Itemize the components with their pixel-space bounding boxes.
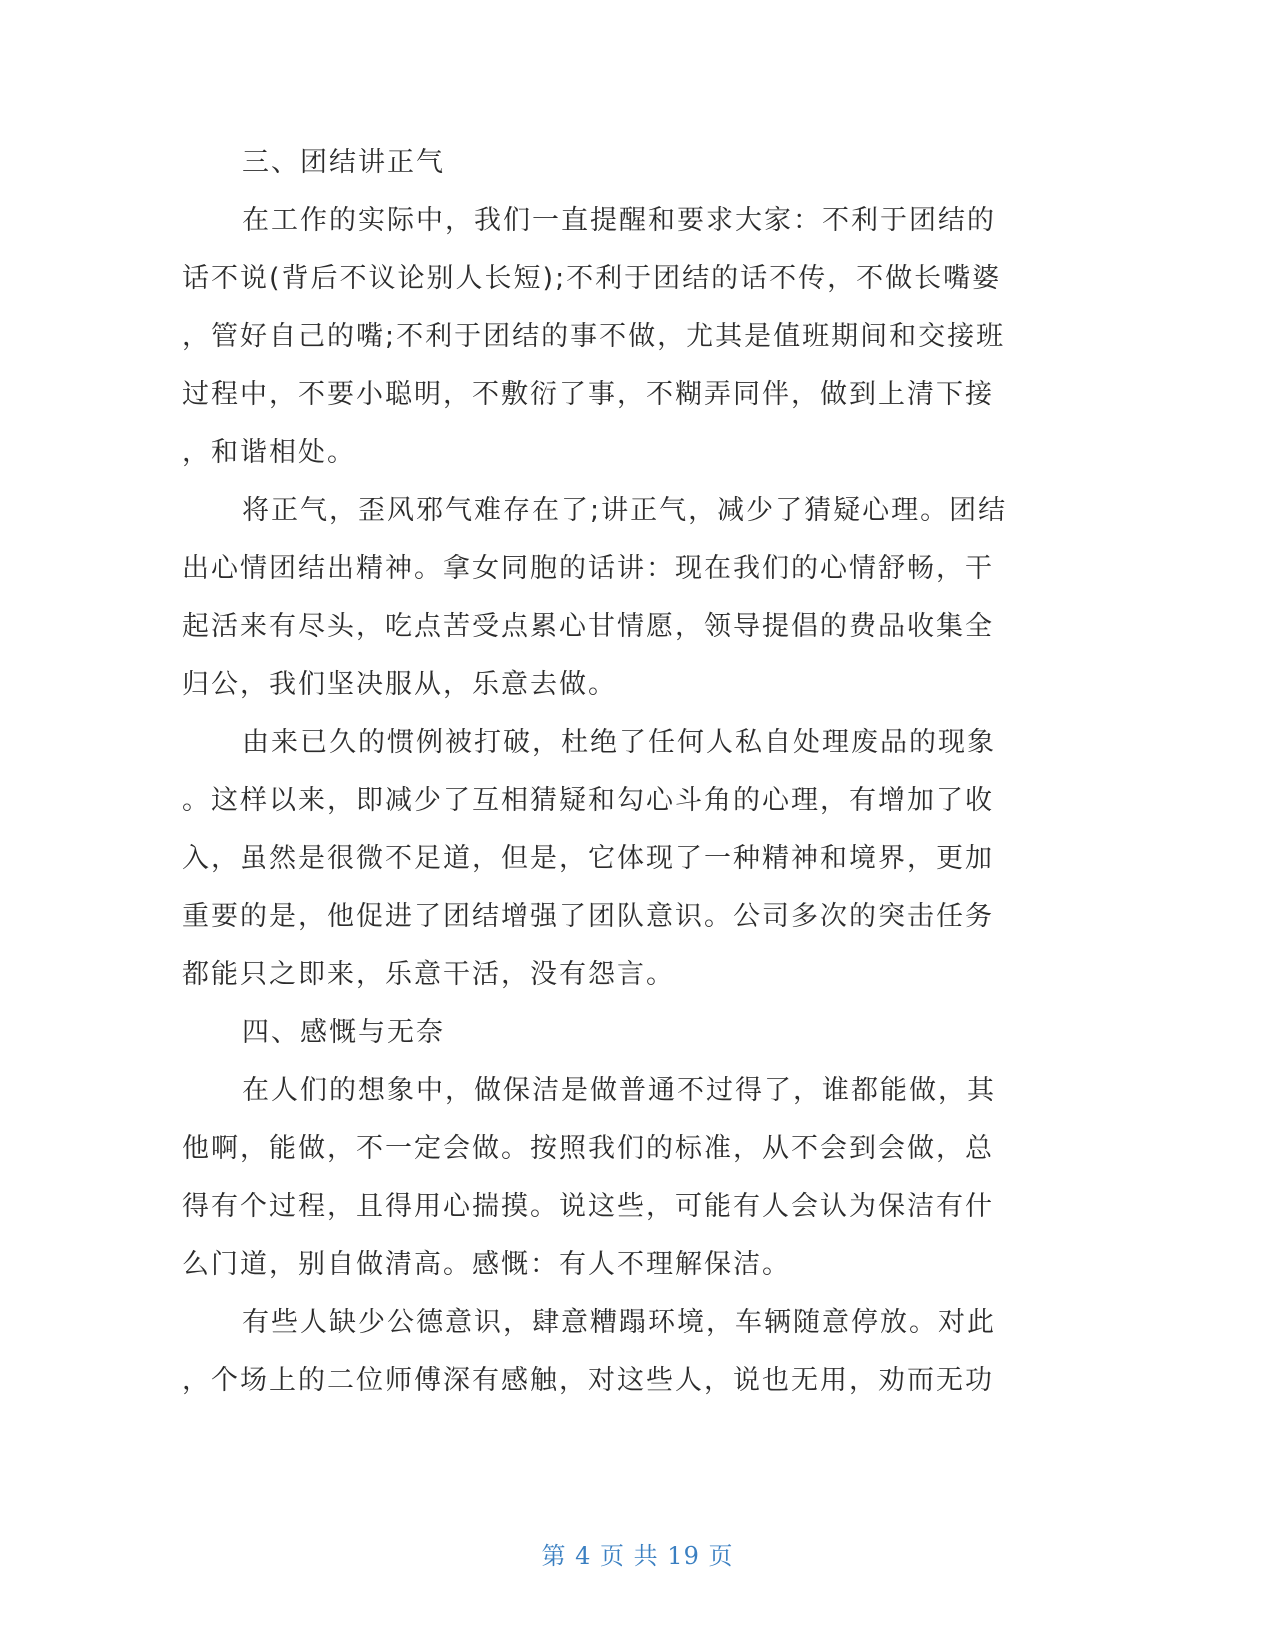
paragraph-line: 他啊，能做，不一定会做。按照我们的标准，从不会到会做，总	[182, 1133, 994, 1164]
paragraph-line: 将正气，歪风邪气难存在了;讲正气，减少了猜疑心理。团结	[242, 495, 1008, 526]
paragraph-line: 由来已久的惯例被打破，杜绝了任何人私自处理废品的现象	[242, 727, 996, 758]
paragraph-line: 话不说(背后不议论别人长短);不利于团结的话不传，不做长嘴婆	[182, 263, 1002, 294]
paragraph-line: 入，虽然是很微不足道，但是，它体现了一种精神和境界，更加	[182, 843, 994, 874]
paragraph-line: 么门道，别自做清高。感慨：有人不理解保洁。	[182, 1249, 791, 1280]
paragraph-line: ，管好自己的嘴;不利于团结的事不做，尤其是值班期间和交接班	[182, 321, 1006, 352]
paragraph-line: 在工作的实际中，我们一直提醒和要求大家：不利于团结的	[242, 205, 996, 236]
paragraph-line: 过程中，不要小聪明，不敷衍了事，不糊弄同伴，做到上清下接	[182, 379, 994, 410]
section-heading: 四、感慨与无奈	[242, 1017, 445, 1048]
page-number-footer: 第 4 页 共 19 页	[541, 1542, 734, 1570]
paragraph-line: ，和谐相处。	[182, 437, 356, 468]
section-heading: 三、团结讲正气	[242, 147, 445, 178]
paragraph-line: 起活来有尽头，吃点苦受点累心甘情愿，领导提倡的费品收集全	[182, 611, 994, 642]
paragraph-line: 重要的是，他促进了团结增强了团队意识。公司多次的突击任务	[182, 901, 994, 932]
paragraph-line: 归公，我们坚决服从，乐意去做。	[182, 669, 617, 700]
paragraph-line: 在人们的想象中，做保洁是做普通不过得了，谁都能做，其	[242, 1075, 996, 1106]
paragraph-line: 有些人缺少公德意识，肆意糟蹋环境，车辆随意停放。对此	[242, 1307, 996, 1338]
paragraph-line: 得有个过程，且得用心揣摸。说这些，可能有人会认为保洁有什	[182, 1191, 994, 1222]
paragraph-line: 都能只之即来，乐意干活，没有怨言。	[182, 959, 675, 990]
paragraph-line: 。这样以来，即减少了互相猜疑和勾心斗角的心理，有增加了收	[182, 785, 994, 816]
paragraph-line: 出心情团结出精神。拿女同胞的话讲：现在我们的心情舒畅，干	[182, 553, 994, 584]
paragraph-line: ，个场上的二位师傅深有感触，对这些人，说也无用，劝而无功	[182, 1365, 994, 1396]
